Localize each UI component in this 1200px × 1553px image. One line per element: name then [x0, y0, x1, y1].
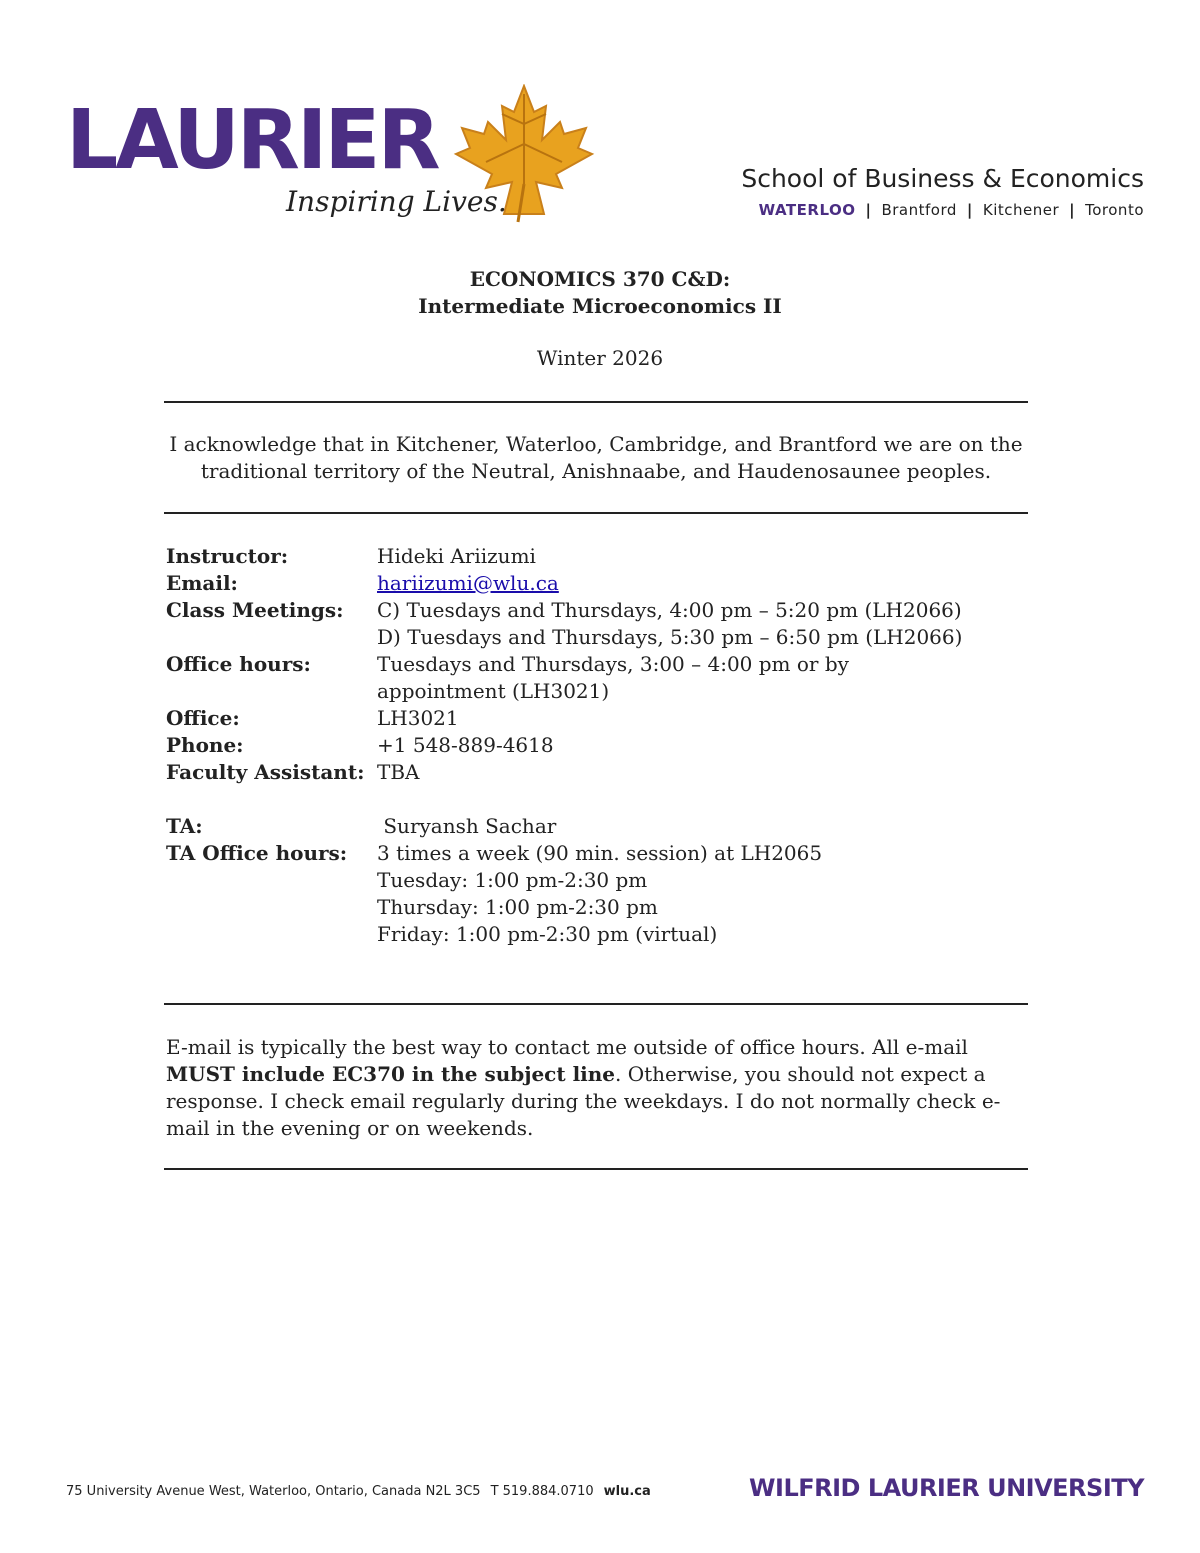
logo-wordmark: LAURIER [66, 93, 438, 188]
ta-hours-summary: 3 times a week (90 min. session) at LH2065 [377, 841, 823, 865]
class-d-value: D) Tuesdays and Thursdays, 5:30 pm – 6:50 pm (LH2066) [377, 625, 963, 649]
ta-label: TA: [166, 814, 203, 838]
land-acknowledgement: I acknowledge that in Kitchener, Waterloo, Cambridge, and Brantford we are on the traditional territory of the Neutral, Anishnaabe, and Haudenosaunee peoples. [169, 432, 1023, 483]
campus-list: WATERLOO | Brantford | Kitchener | Toronto [758, 201, 1144, 219]
school-name: School of Business & Economics [741, 164, 1144, 193]
office-label: Office: [166, 706, 240, 730]
office-value: LH3021 [377, 706, 459, 730]
ta-value: Suryansh Sachar [377, 814, 557, 838]
class-c-value: C) Tuesdays and Thursdays, 4:00 pm – 5:20 pm (LH2066) [377, 598, 962, 622]
course-name: Intermediate Microeconomics II [418, 294, 782, 318]
footer-university-name: WILFRID LAURIER UNIVERSITY [749, 1474, 1144, 1502]
email-link[interactable]: hariizumi@wlu.ca [377, 571, 559, 595]
faculty-assistant-value: TBA [377, 760, 420, 784]
footer-address [66, 1484, 651, 1499]
course-title [0, 266, 1200, 320]
ta-hours-friday: Friday: 1:00 pm-2:30 pm (virtual) [377, 922, 718, 946]
instructor-value: Hideki Ariizumi [377, 544, 536, 568]
divider [164, 1168, 1028, 1170]
campus-brantford: Brantford [881, 201, 957, 219]
course-term: Winter 2026 [536, 346, 664, 370]
faculty-assistant-label: Faculty Assistant: [166, 760, 365, 784]
office-hours-label: Office hours: [166, 652, 311, 676]
footer-phone: T 519.884.0710 [490, 1484, 594, 1499]
course-info [166, 543, 977, 948]
office-hours-value: Tuesdays and Thursdays, 3:00 – 4:00 pm or by appointment (LH3021) [377, 652, 849, 703]
campus-waterloo: WATERLOO [758, 201, 856, 219]
campus-toronto: Toronto [1085, 201, 1144, 219]
laurier-logo [66, 84, 556, 234]
phone-value: +1 548-889-4618 [377, 733, 554, 757]
ta-hours-thursday: Thursday: 1:00 pm-2:30 pm [377, 895, 658, 919]
school-header [741, 163, 1144, 219]
footer-web: wlu.ca [603, 1484, 651, 1499]
note-part1: E-mail is typically the best way to contact me outside of office hours. All e-mail [166, 1035, 968, 1059]
course-code: ECONOMICS 370 C&D: [469, 267, 731, 291]
phone-label: Phone: [166, 733, 244, 757]
note-emphasis: MUST include EC370 in the subject line [166, 1062, 616, 1086]
footer-street: 75 University Avenue West, Waterloo, Ontario, Canada N2L 3C5 [66, 1484, 481, 1499]
divider [164, 1003, 1028, 1005]
instructor-label: Instructor: [166, 544, 289, 568]
logo-tagline: Inspiring Lives. [286, 185, 507, 218]
ta-hours-tuesday: Tuesday: 1:00 pm-2:30 pm [377, 868, 648, 892]
note-part2: . Otherwise, you should not expect a response. I check email regularly during the weekdays. I do not normally check e-mail in the evening or on weekends. [166, 1062, 1001, 1140]
divider [164, 401, 1028, 403]
campus-kitchener: Kitchener [982, 201, 1060, 219]
divider [164, 512, 1028, 514]
email-policy-note [166, 1034, 1016, 1142]
ta-office-hours-label: TA Office hours: [166, 841, 348, 865]
class-meetings-label: Class Meetings: [166, 598, 344, 622]
email-label: Email: [166, 571, 238, 595]
